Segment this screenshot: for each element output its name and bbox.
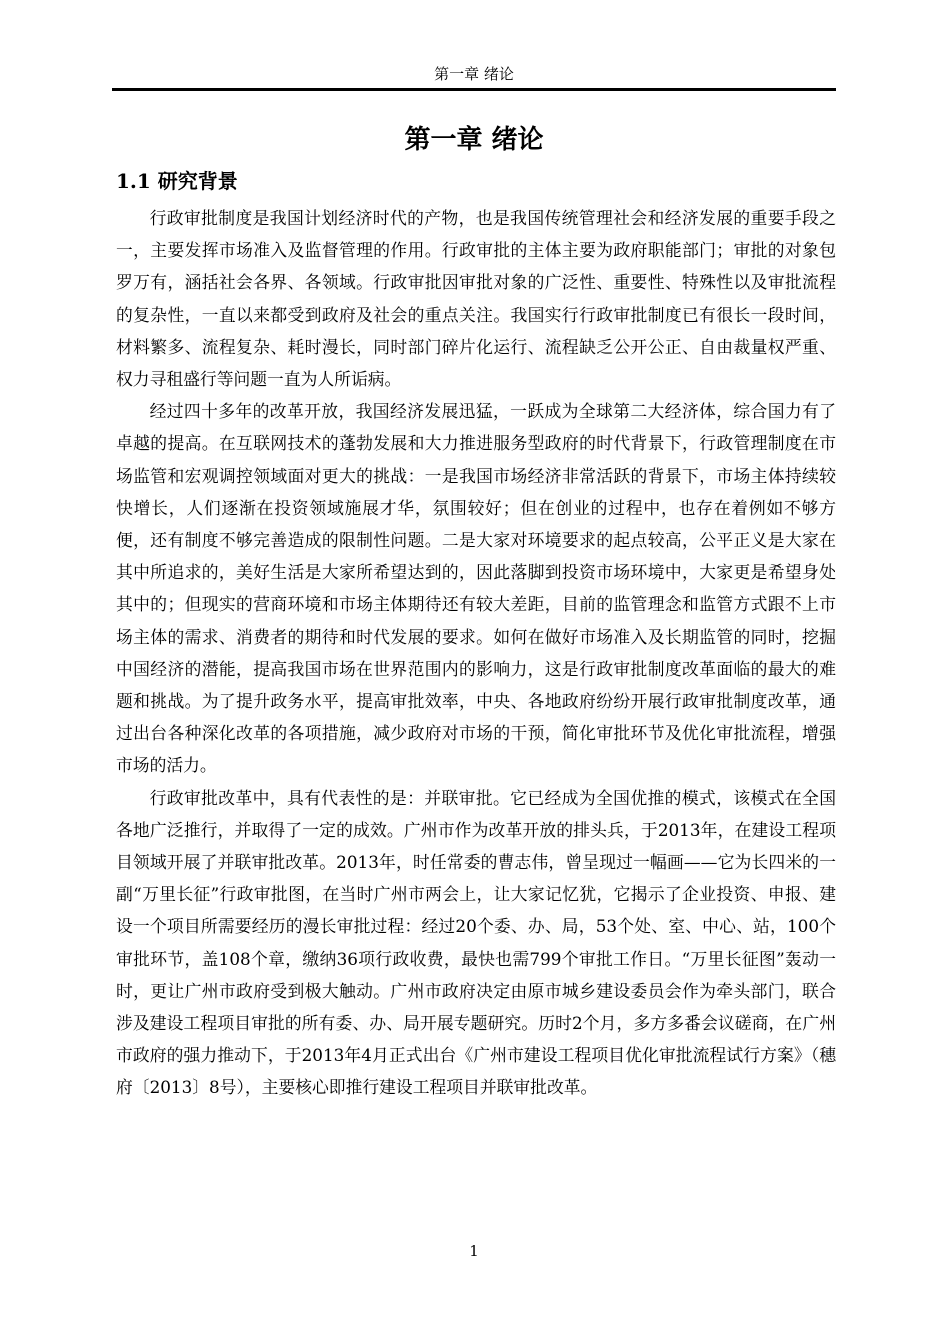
paragraph: 经过四十多年的改革开放，我国经济发展迅猛，一跃成为全球第二大经济体，综合国力有了卓越的提高。在互联网技术的蓬勃发展和大力推进服务型政府的时代背景下，行政管理制度在市场监管和宏观调控领域面对更大的挑战：一是我国市场经济非常活跃的背景下，市场主体持续较快增长，人们逐渐在投资领域施展才华，氛围较好；但在创业的过程中，也存在着例如不够方便，还有制度不够完善造成的限制性问题。二是大家对环境要求的起点较高，公平正义是大家在其中所追求的，美好生活是大家所希望达到的，因此落脚到投资市场环境中，大家更是希望身处其中的；但现实的营商环境和市场主体期待还有较大差距，目前的监管理念和监管方式跟不上市场主体的需求、消费者的期待和时代发展的要求。如何在做好市场准入及长期监管的同时，挖掘中国经济的潜能，提高我国市场在世界范围内的影响力，这是行政审批制度改革面临的最大的难题和挑战。为了提升政务水平，提高审批效率，中央、各地政府纷纷开展行政审批制度改革，通过出台各种深化改革的各项措施，减少政府对市场的干预，简化审批环节及优化审批流程，增强市场的活力。 — [116, 401, 836, 776]
running-header: 第一章 绪论 — [434, 65, 514, 83]
paragraph: 行政审批改革中，具有代表性的是：并联审批。它已经成为全国优推的模式，该模式在全国各地广泛推行，并取得了一定的成效。广州市作为改革开放的排头兵，于2013年，在建设工程项目领域开展了并联审批改革。2013年，时任常委的曹志伟，曾呈现过一幅画——它为长四米的一副“万里长征”行政审批图，在当时广州市两会上，让大家记忆犹，它揭示了企业投资、申报、建设一个项目所需要经历的漫长审批过程：经过20个委、办、局，53个处、室、中心、站，100个审批环节，盖108个章，缴纳36项行政收费，最快也需799个审批工作日。“万里长征图”轰动一时，更让广州市政府受到极大触动。广州市政府决定由原市城乡建设委员会作为牵头部门，联合涉及建设工程项目审批的所有委、办、局开展专题研究。历时2个月，多方多番会议磋商，在广州市政府的强力推动下，于2013年4月正式出台《广州市建设工程项目优化审批流程试行方案》（穗府〔2013〕8号），主要核心即推行建设工程项目并联审批改革。 — [116, 787, 836, 1098]
section-heading: 1.1 研究背景 — [116, 169, 238, 193]
page-number: 1 — [469, 1242, 479, 1260]
chapter-title: 第一章 绪论 — [404, 125, 544, 155]
header-divider — [112, 88, 836, 91]
body-text — [116, 202, 836, 1104]
paragraph: 行政审批制度是我国计划经济时代的产物，也是我国传统管理社会和经济发展的重要手段之一，主要发挥市场准入及监督管理的作用。行政审批的主体主要为政府职能部门；审批的对象包罗万有，涵括社会各界、各领域。行政审批因审批对象的广泛性、重要性、特殊性以及审批流程的复杂性，一直以来都受到政府及社会的重点关注。我国实行行政审批制度已有很长一段时间，材料繁多、流程复杂、耗时漫长，同时部门碎片化运行、流程缺乏公开公正、自由裁量权严重、权力寻租盛行等问题一直为人所诟病。 — [116, 208, 836, 390]
